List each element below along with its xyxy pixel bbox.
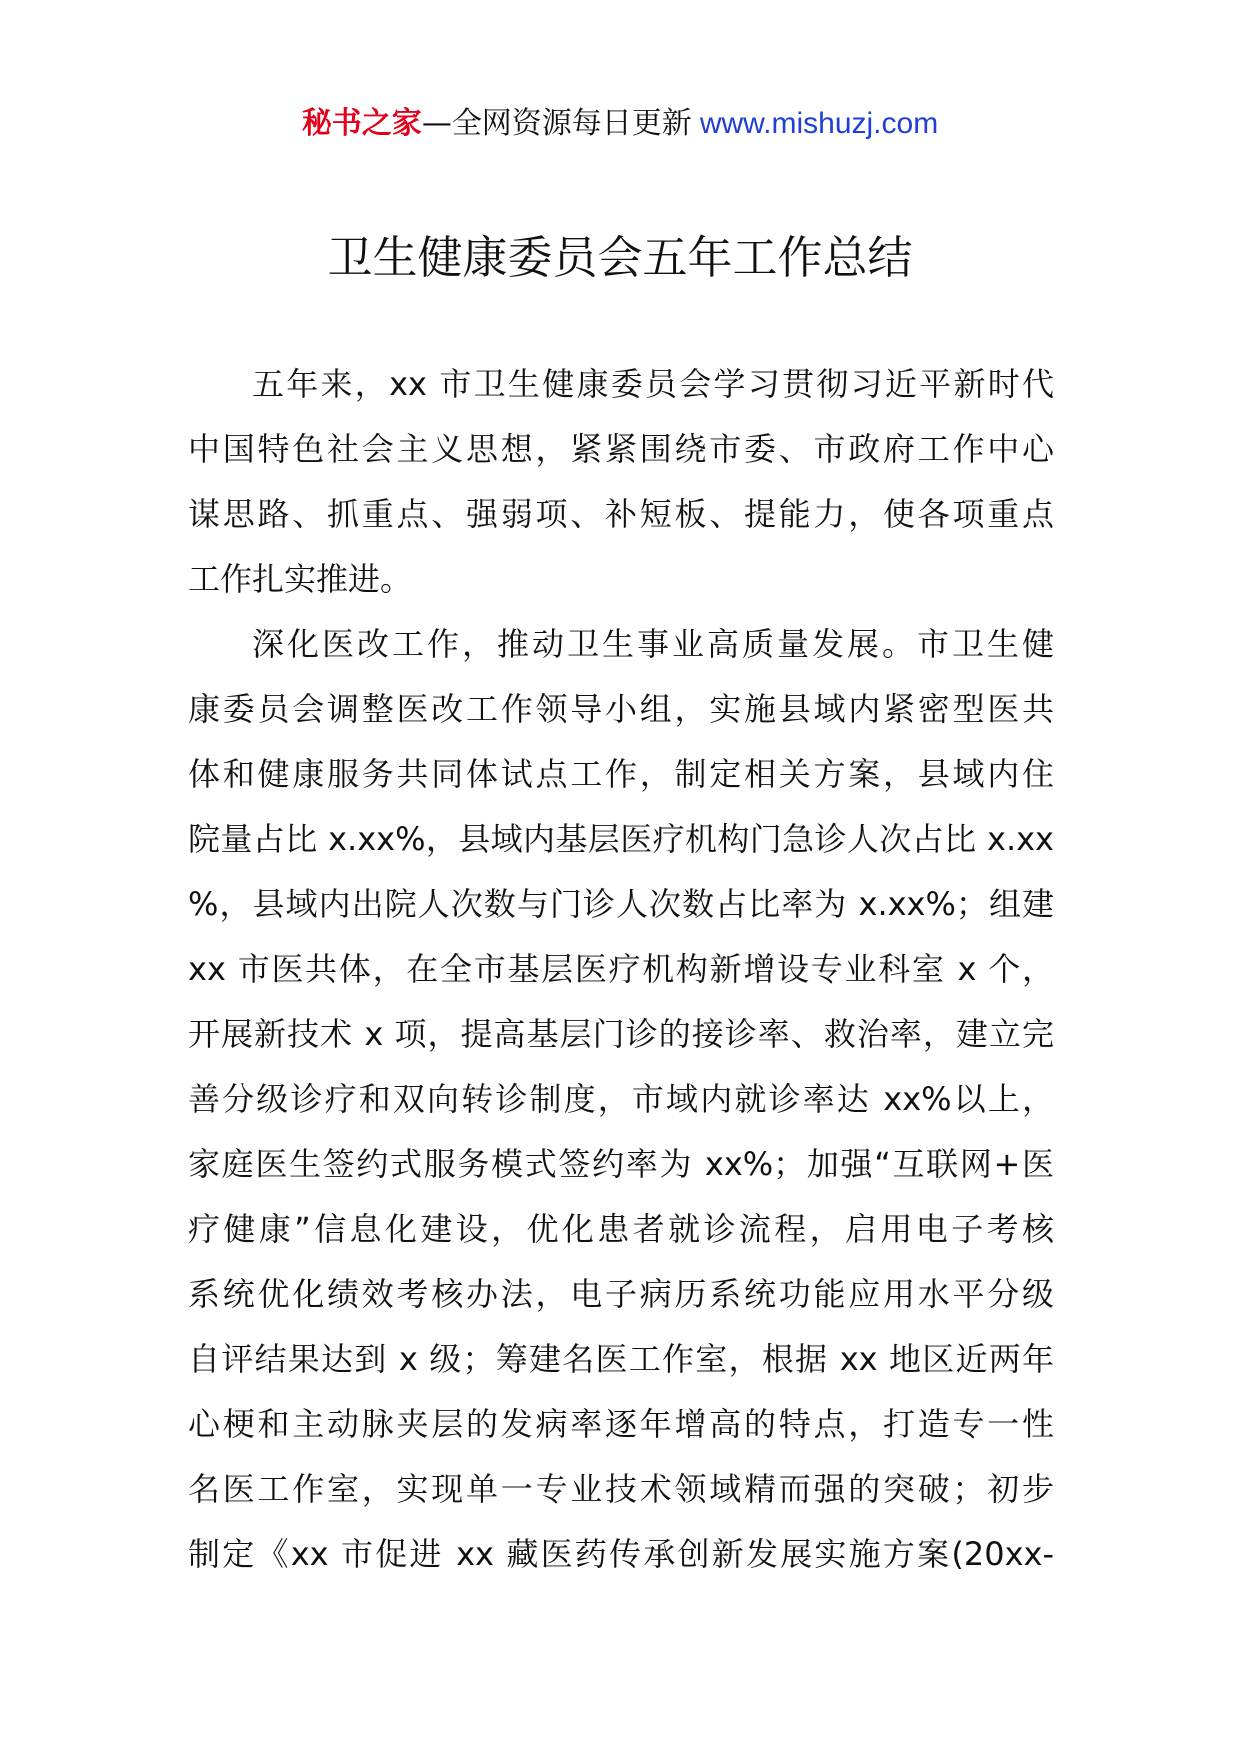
paragraph-line: 谋思路、抓重点、强弱项、补短板、提能力，使各项重点	[188, 495, 1054, 533]
paragraph-line: 系统优化绩效考核办法，电子病历系统功能应用水平分级	[188, 1275, 1054, 1313]
site-tagline: —全网资源每日更新	[421, 106, 692, 141]
paragraph-line: 五年来，xx 市卫生健康委员会学习贯彻习近平新时代	[252, 365, 1054, 403]
paragraph-line: 制定《xx 市促进 xx 藏医药传承创新发展实施方案(20xx-	[188, 1535, 1054, 1573]
paragraph-line: 家庭医生签约式服务模式签约率为 xx%；加强“互联网+医	[188, 1145, 1054, 1183]
paragraph-line: 心梗和主动脉夹层的发病率逐年增高的特点，打造专一性	[188, 1405, 1054, 1443]
paragraph-line: 名医工作室，实现单一专业技术领域精而强的突破；初步	[188, 1470, 1054, 1508]
paragraph-line: 深化医改工作，推动卫生事业高质量发展。市卫生健	[252, 625, 1054, 663]
paragraph-line: 开展新技术 x 项，提高基层门诊的接诊率、救治率，建立完	[188, 1015, 1054, 1053]
paragraph-line: 工作扎实推进。	[188, 560, 413, 598]
document-body	[188, 352, 1054, 1587]
paragraph-line: 体和健康服务共同体试点工作，制定相关方案，县域内住	[188, 755, 1054, 793]
paragraph-line: %，县域内出院人次数与门诊人次数占比率为 x.xx%；组建	[188, 885, 1054, 923]
paragraph-line: 康委员会调整医改工作领导小组，实施县域内紧密型医共	[188, 690, 1054, 728]
paragraph-line: xx 市医共体，在全市基层医疗机构新增设专业科室 x 个，	[188, 950, 1054, 988]
site-header	[0, 100, 1240, 148]
paragraph-line: 自评结果达到 x 级；筹建名医工作室，根据 xx 地区近两年	[188, 1340, 1054, 1378]
paragraph-line: 院量占比 x.xx%，县域内基层医疗机构门急诊人次占比 x.xx	[188, 820, 1054, 858]
paragraph-line: 疗健康”信息化建设，优化患者就诊流程，启用电子考核	[188, 1210, 1054, 1248]
document-title: 卫生健康委员会五年工作总结	[327, 231, 913, 284]
site-brand: 秘书之家	[301, 106, 422, 141]
site-url[interactable]: www.mishuzj.com	[699, 107, 939, 140]
paragraph-line: 中国特色社会主义思想，紧紧围绕市委、市政府工作中心	[188, 430, 1054, 468]
paragraph-line: 善分级诊疗和双向转诊制度，市域内就诊率达 xx%以上，	[188, 1080, 1054, 1118]
